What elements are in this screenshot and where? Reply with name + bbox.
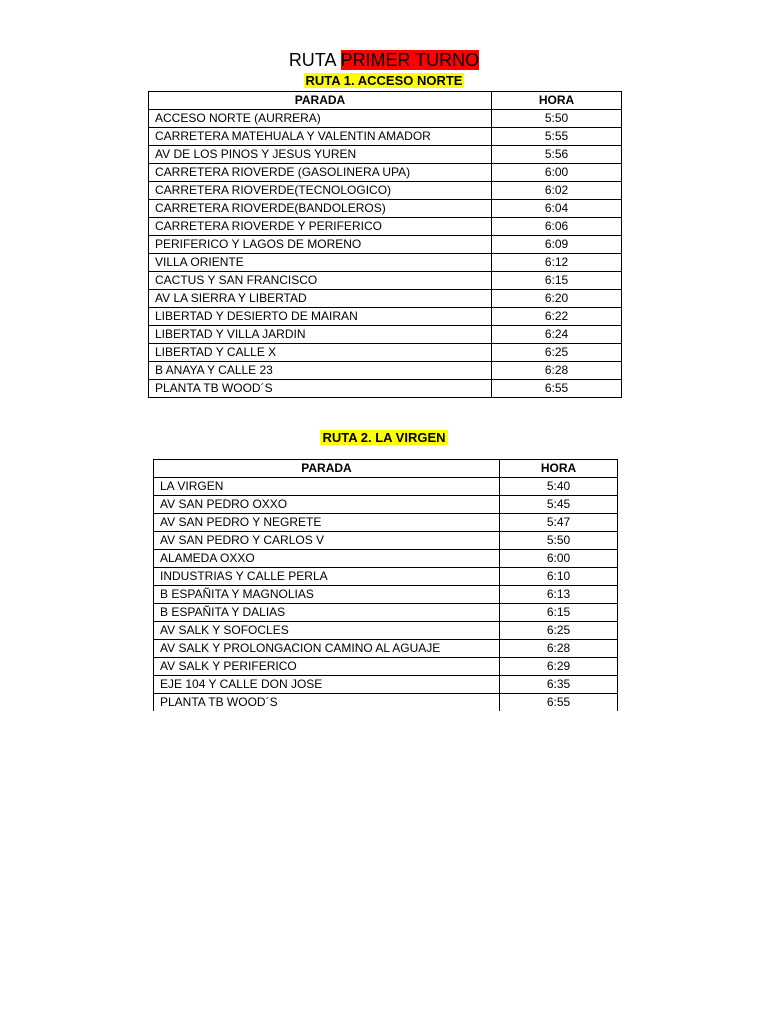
stop-cell: VILLA ORIENTE <box>149 254 492 272</box>
stop-cell: AV SAN PEDRO Y NEGRETE <box>154 514 500 532</box>
route1-title <box>0 72 768 90</box>
table-row <box>149 362 622 380</box>
route2-title-text: RUTA 2. LA VIRGEN <box>322 430 446 445</box>
table-row <box>149 344 622 362</box>
table-row <box>149 236 622 254</box>
stop-cell: AV LA SIERRA Y LIBERTAD <box>149 290 492 308</box>
table-row <box>154 676 618 694</box>
stop-cell: PLANTA TB WOOD´S <box>149 380 492 398</box>
table-row <box>149 254 622 272</box>
page-title <box>0 48 768 72</box>
time-cell: 5:40 <box>500 478 618 496</box>
stop-cell: ALAMEDA OXXO <box>154 550 500 568</box>
page-title-prefix: RUTA <box>288 50 336 70</box>
stop-cell: PLANTA TB WOOD´S <box>154 694 500 712</box>
table-row <box>154 532 618 550</box>
time-cell: 6:13 <box>500 586 618 604</box>
stop-cell: B ESPAÑITA Y DALIAS <box>154 604 500 622</box>
stop-cell: AV SAN PEDRO OXXO <box>154 496 500 514</box>
column-header-time: HORA <box>492 92 622 110</box>
table-row <box>149 290 622 308</box>
table-row <box>149 128 622 146</box>
time-cell: 6:22 <box>492 308 622 326</box>
time-cell: 6:06 <box>492 218 622 236</box>
table-row <box>149 200 622 218</box>
time-cell: 6:20 <box>492 290 622 308</box>
table-row <box>154 622 618 640</box>
time-cell: 6:28 <box>492 362 622 380</box>
time-cell: 6:15 <box>492 272 622 290</box>
time-cell: 5:55 <box>492 128 622 146</box>
time-cell: 6:10 <box>500 568 618 586</box>
time-cell: 6:55 <box>492 380 622 398</box>
time-cell: 6:24 <box>492 326 622 344</box>
stop-cell: LIBERTAD Y CALLE X <box>149 344 492 362</box>
table-row <box>154 514 618 532</box>
table-row <box>154 586 618 604</box>
table-row <box>154 478 618 496</box>
stop-cell: CACTUS Y SAN FRANCISCO <box>149 272 492 290</box>
column-header-time: HORA <box>500 460 618 478</box>
stop-cell: EJE 104 Y CALLE DON JOSE <box>154 676 500 694</box>
stop-cell: INDUSTRIAS Y CALLE PERLA <box>154 568 500 586</box>
route1-title-text: RUTA 1. ACCESO NORTE <box>305 73 463 88</box>
time-cell: 6:35 <box>500 676 618 694</box>
stop-cell: AV DE LOS PINOS Y JESUS YUREN <box>149 146 492 164</box>
time-cell: 6:15 <box>500 604 618 622</box>
stop-cell: PERIFERICO Y LAGOS DE MORENO <box>149 236 492 254</box>
stop-cell: CARRETERA RIOVERDE (GASOLINERA UPA) <box>149 164 492 182</box>
column-header-stop: PARADA <box>149 92 492 110</box>
stop-cell: AV SALK Y PERIFERICO <box>154 658 500 676</box>
time-cell: 6:02 <box>492 182 622 200</box>
time-cell: 6:28 <box>500 640 618 658</box>
time-cell: 6:25 <box>492 344 622 362</box>
table-row <box>149 182 622 200</box>
stop-cell: AV SALK Y SOFOCLES <box>154 622 500 640</box>
time-cell: 6:29 <box>500 658 618 676</box>
table-row <box>154 694 618 712</box>
table-row <box>154 640 618 658</box>
time-cell: 6:04 <box>492 200 622 218</box>
time-cell: 5:56 <box>492 146 622 164</box>
stop-cell: CARRETERA MATEHUALA Y VALENTIN AMADOR <box>149 128 492 146</box>
time-cell: 6:00 <box>492 164 622 182</box>
time-cell: 5:50 <box>492 110 622 128</box>
time-cell: 6:12 <box>492 254 622 272</box>
stop-cell: AV SALK Y PROLONGACION CAMINO AL AGUAJE <box>154 640 500 658</box>
table-row <box>154 496 618 514</box>
route2-table <box>153 459 618 711</box>
table-row <box>149 326 622 344</box>
time-cell: 6:55 <box>500 694 618 712</box>
table-row <box>149 272 622 290</box>
time-cell: 5:45 <box>500 496 618 514</box>
table-row <box>154 568 618 586</box>
table-row <box>149 218 622 236</box>
table-row <box>149 380 622 398</box>
stop-cell: B ANAYA Y CALLE 23 <box>149 362 492 380</box>
stop-cell: B ESPAÑITA Y MAGNOLIAS <box>154 586 500 604</box>
stop-cell: LIBERTAD Y DESIERTO DE MAIRAN <box>149 308 492 326</box>
table-row <box>149 146 622 164</box>
stop-cell: LA VIRGEN <box>154 478 500 496</box>
page-title-highlight: PRIMER TURNO <box>340 50 480 70</box>
stop-cell: CARRETERA RIOVERDE(TECNOLOGICO) <box>149 182 492 200</box>
time-cell: 6:25 <box>500 622 618 640</box>
table-row <box>154 550 618 568</box>
route2-title <box>0 429 768 447</box>
table-header-row <box>149 92 622 110</box>
time-cell: 5:50 <box>500 532 618 550</box>
route1-table <box>148 91 622 398</box>
table-row <box>149 164 622 182</box>
table-row <box>149 110 622 128</box>
stop-cell: CARRETERA RIOVERDE(BANDOLEROS) <box>149 200 492 218</box>
table-header-row <box>154 460 618 478</box>
time-cell: 5:47 <box>500 514 618 532</box>
table-row <box>154 604 618 622</box>
time-cell: 6:00 <box>500 550 618 568</box>
stop-cell: ACCESO NORTE (AURRERA) <box>149 110 492 128</box>
table-row <box>154 658 618 676</box>
stop-cell: AV SAN PEDRO Y CARLOS V <box>154 532 500 550</box>
stop-cell: LIBERTAD Y VILLA JARDIN <box>149 326 492 344</box>
table-row <box>149 308 622 326</box>
time-cell: 6:09 <box>492 236 622 254</box>
stop-cell: CARRETERA RIOVERDE Y PERIFERICO <box>149 218 492 236</box>
column-header-stop: PARADA <box>154 460 500 478</box>
